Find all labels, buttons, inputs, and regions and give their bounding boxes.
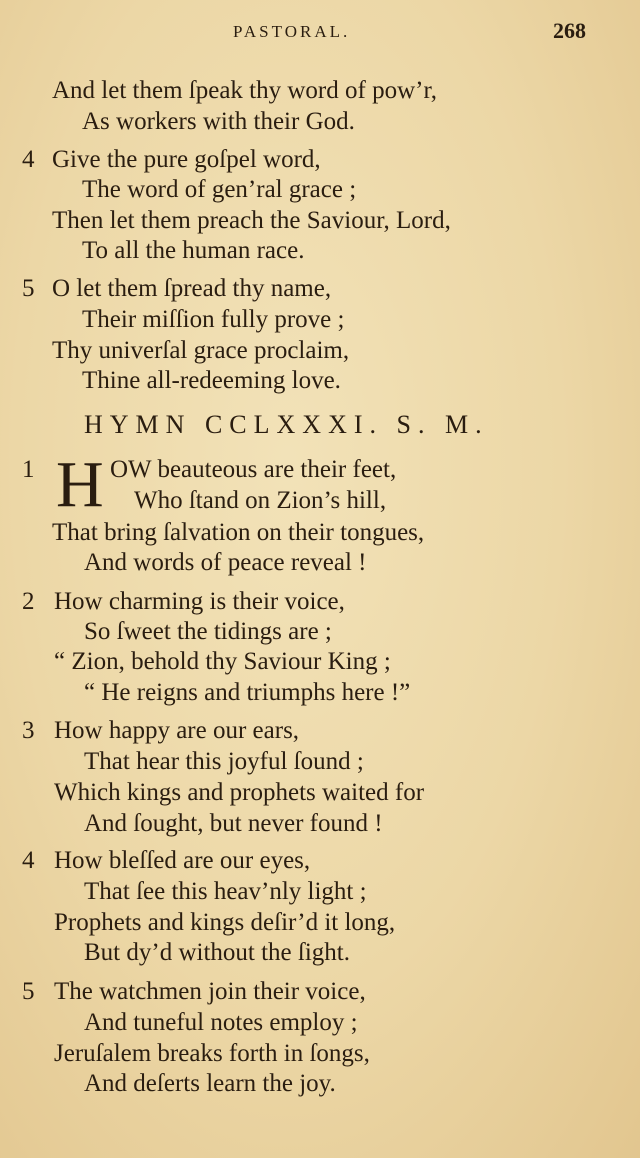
verse-line: Prophets and kings deſir’d it long,	[54, 909, 396, 936]
hymn-title: HYMN CCLXXXI. S. M.	[84, 410, 489, 439]
verse-line: Give the pure goſpel word,	[52, 146, 321, 173]
verse-line: And let them ſpeak thy word of pow’r,	[52, 77, 438, 104]
verse-line: And ſought, but never found !	[84, 810, 383, 837]
verse-line: Their miſſion fully prove ;	[82, 306, 345, 333]
verse-line: How charming is their voice,	[54, 588, 345, 615]
verse-line: So ſweet the tidings are ;	[84, 618, 332, 645]
verse-line: How bleſſed are our eyes,	[54, 847, 311, 874]
verse-line: As workers with their God.	[82, 108, 355, 135]
verse-line: And tuneful notes employ ;	[84, 1009, 358, 1036]
verse-line: “ He reigns and triumphs here !”	[84, 679, 411, 706]
stanza-number: 3	[22, 717, 35, 744]
stanza-number: 5	[22, 978, 35, 1005]
verse-line: But dy’d without the ſight.	[84, 939, 350, 966]
verse-line: That ſee this heav’nly light ;	[84, 878, 367, 905]
verse-line: The word of gen’ral grace ;	[82, 176, 357, 203]
stanza-number: 4	[22, 847, 35, 874]
header-title: PASTORAL.	[233, 22, 351, 41]
stanza-number: 1	[22, 456, 35, 483]
verse-line: That bring ſalvation on their tongues,	[52, 519, 425, 546]
verse-line: How happy are our ears,	[54, 717, 300, 744]
verse-line: To all the human race.	[82, 237, 305, 264]
verse-line: Which kings and prophets waited for	[54, 779, 425, 806]
verse-line: Thine all-redeeming love.	[82, 367, 341, 394]
verse-line: The watchmen join their voice,	[54, 978, 366, 1005]
verse-line: “ Zion, behold thy Saviour King ;	[54, 648, 391, 675]
verse-line: And words of peace reveal !	[84, 549, 367, 576]
verse-line: Then let them preach the Saviour, Lord,	[52, 207, 451, 234]
verse-line: O let them ſpread thy name,	[52, 275, 332, 302]
stanza-number: 4	[22, 146, 35, 173]
running-head	[0, 18, 640, 48]
verse-line: Who ſtand on Zion’s hill,	[134, 487, 387, 514]
drop-cap: H	[56, 448, 104, 521]
stanza-number: 5	[22, 275, 35, 302]
verse-line: Thy univerſal grace proclaim,	[52, 337, 350, 364]
page-number: 268	[553, 18, 586, 43]
verse-line: And deſerts learn the joy.	[84, 1070, 336, 1097]
verse-line: That hear this joyful ſound ;	[84, 748, 364, 775]
verse-line: OW beauteous are their feet,	[110, 456, 397, 483]
verse-line: Jeruſalem breaks forth in ſongs,	[54, 1040, 370, 1067]
stanza-number: 2	[22, 588, 35, 615]
